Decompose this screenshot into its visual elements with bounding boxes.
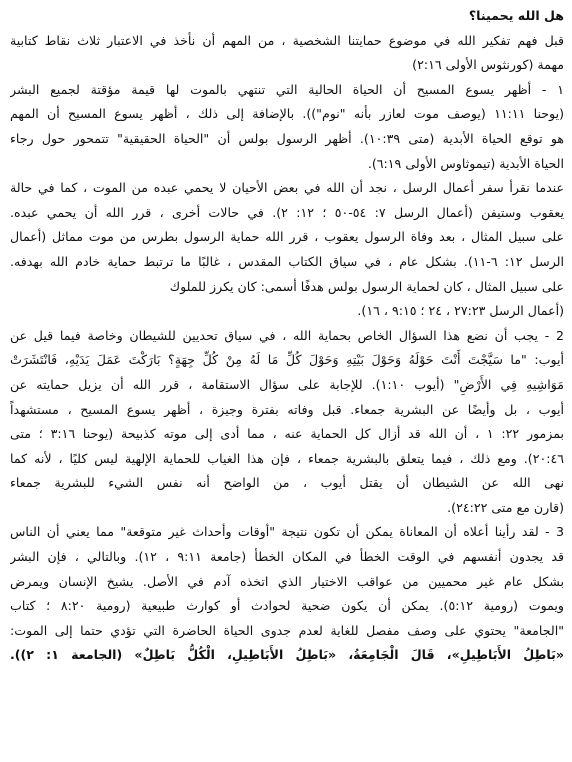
text-line: أيوب ، بل وأيضًا عن البشرية جمعاء. قبل وفاته بفترة وجيزة ، أظهر يسوع المسيح ، مستشهداً [10,401,564,417]
text-line: مهمة (كورنثوس الأولى ٢:١٦) [412,57,564,73]
text-line: (يوحنا ١١:١١ (يوصف موت لعازر بأنه "نوم")). بالإضافة إلى ذلك ، أظهر يسوع المسيح أن المهم [10,106,564,122]
text-line: بشكل عام غير محميين من عواقب الاختيار الذي اتخذه آدم في الأصل. يشيخ الإنسان ويمرض [10,573,564,589]
text-line: مَوَاشِيهِ فِي الأَرْضِ" (أيوب ١:١٠). للإجابة على سؤال الاستقامة ، قرر الله أن يزيل حمايته عن [10,376,564,392]
text-line: نهى الله عن الشيطان أن يقتل أيوب ، من الواضح أنه نفس الشيء للبشرية جمعاء [10,475,564,491]
text-line: ويموت (رومية ٥:١٢). يمكن أن يكون ضحية لحوادث أو كوارث طبيعية (رومية ٨:٢٠ ؛ كتاب [10,598,564,614]
text-line: عندما نقرأ سفر أعمال الرسل ، نجد أن الله في بعض الأحيان لا يحمي عبده من الموت ، كما في حالة [10,180,564,196]
document-heading: هل الله يحمينا؟ [468,8,564,23]
text-line: ٢٠:٤٦). ومع ذلك ، فيما يتعلق بالبشرية جمعاء ، فإن هذا الغياب للحماية الإلهية ليس كليًا ، لأنه كما [10,450,564,466]
text-line: (أعمال الرسل ٢٧:٢٣ ، ٢٤ ؛ ٩:١٥ ، ١٦). [357,303,564,319]
text-line: 2 - يجب أن نضع هذا السؤال الخاص بحماية الله ، في سياق تحديين للشيطان وخاصة فيما قيل عن [10,327,564,343]
text-line: على سبيل المثال ، كان لحماية الرسول بولس هدفًا أسمى: كان يكرز للملوك [169,278,564,294]
text-line: الحياة الأبدية (تيموثاوس الأولى ٦:١٩). [367,155,564,171]
text-line: ١ - أظهر يسوع المسيح أن الحياة الحالية التي تنتهي بالموت لها قيمة مؤقتة لجميع البشر [10,81,564,97]
text-line: أيوب: "ما سَيَّجْتَ أَنْتَ حَوْلَهُ وَحَوْلَ بَيْتِهِ وَحَوْلَ كُلِّ مَا لَهُ مِنْ كُلِّ جِهَةٍ؟ بَارَكْتَ عَمَلَ يَدَيْهِ، فَانْتَشَرَتْ [10,352,564,368]
text-line: "الجامعة" يحتوي على وصف مفصل للغاية لعدم جدوى الحياة الحاضرة التي تؤدي حتما إلى الموت: [10,622,564,638]
text-line: بمزمور ٢٢: ١ ، أن الله قد أزال كل الحماية عنه ، مما أدى إلى موته كذبيحة (يوحنا ٣:١٦ ؛ متى [10,426,564,442]
text-line: قد يجدون أنفسهم في الوقت الخطأ في المكان الخطأ (جامعة ٩:١١ ، ١٢). وبالتالي ، فإن البشر [10,549,564,565]
text-line: على سبيل المثال ، بعد وفاة الرسول يعقوب ، قرر الله حماية الرسول بطرس من موت مماثل (أعمال [10,229,564,245]
text-line: هو توقع الحياة الأبدية (متى ١٠:٣٩). أظهر الرسول بولس أن "الحياة الحقيقية" تتمحور حول رجاء [10,130,564,146]
text-line: قبل فهم تفكير الله في موضوع حمايتنا الشخصية ، من المهم أن نأخذ في الاعتبار ثلاث نقاط كتابية [10,32,564,48]
text-line: (قارن مع متى ٢٤:٢٢). [447,499,564,515]
text-line: «بَاطِلُ الأَبَاطِيلِ»، قَالَ الْجَامِعَةُ، «بَاطِلُ الأَبَاطِيلِ، الْكُلُّ بَاطِلٌ» (الجامعة ١: ٢)). [10,647,564,663]
text-line: 3 - لقد رأينا أعلاه أن المعاناة يمكن أن تكون نتيجة "أوقات وأحداث غير متوقعة" مما يعني أن الناس [10,524,564,540]
text-line: الرسل ١٢: ٦-١١). بشكل عام ، في سياق الكتاب المقدس ، غالبًا ما ترتبط حماية خادم الله بهدفه. [10,253,564,269]
text-line: يعقوب وستيفن (أعمال الرسل ٧: ٥٤-٥٠ ؛ ١٢: ٢). في حالات أخرى ، قرر الله أن يحمي عبده. [10,204,564,220]
